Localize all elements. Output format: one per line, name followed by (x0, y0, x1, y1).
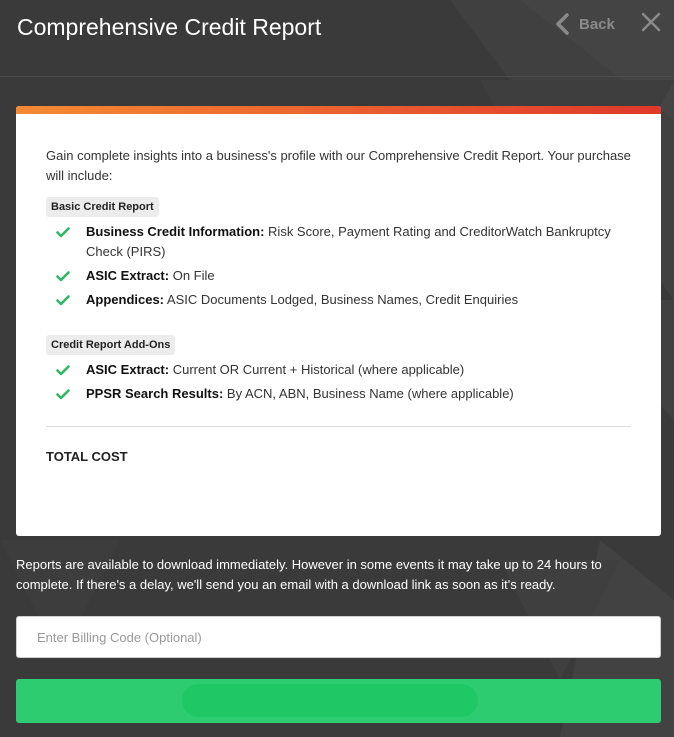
basic-items-list (46, 222, 631, 310)
chevron-left-icon (555, 13, 571, 35)
purchase-button[interactable] (16, 679, 661, 723)
list-item (46, 360, 631, 380)
close-icon[interactable] (640, 11, 662, 33)
back-button[interactable] (555, 11, 615, 37)
total-cost-label: TOTAL COST (46, 449, 128, 464)
intro-text: Gain complete insights into a business's profile with our Comprehensive Credit Report. Your purchase will include: (46, 148, 631, 183)
item-text: Risk Score, Payment Rating and CreditorWatch Bankruptcy Check (PIRS) (86, 224, 611, 259)
checkmark-icon (56, 389, 70, 400)
list-item (46, 384, 631, 404)
back-button-label: Back (579, 15, 615, 33)
list-item (46, 222, 631, 262)
item-label: Appendices: (86, 292, 165, 307)
item-text: ASIC Documents Lodged, Business Names, Credit Enquiries (166, 292, 519, 307)
item-label: ASIC Extract: (86, 362, 170, 377)
purchase-button-label (16, 679, 661, 723)
item-label: PPSR Search Results: (86, 386, 224, 401)
billing-code-input[interactable] (16, 616, 661, 658)
checkmark-icon (56, 365, 70, 376)
checkmark-icon (56, 271, 70, 282)
checkmark-icon (56, 227, 70, 238)
list-item (46, 290, 631, 310)
modal-header (0, 0, 674, 77)
divider (46, 426, 631, 427)
item-label: ASIC Extract: (86, 268, 170, 283)
page-title: Comprehensive Credit Report (17, 14, 322, 40)
addon-items-list (46, 360, 631, 404)
section-tag-basic-credit-report: Basic Credit Report (46, 197, 159, 217)
accent-bar (16, 106, 661, 114)
item-text: On File (172, 268, 215, 283)
list-item (46, 266, 631, 286)
item-label: Business Credit Information: (86, 224, 265, 239)
checkmark-icon (56, 295, 70, 306)
download-notice: Reports are available to download immediately. However in some events it may take up to 24 hours to complete. If there's a delay, we'll send you an email with a download link as soon as it's ready. (16, 557, 602, 592)
report-summary-card (16, 106, 661, 536)
item-text: Current OR Current + Historical (where applicable) (172, 362, 465, 377)
section-tag-credit-report-add-ons: Credit Report Add-Ons (46, 335, 175, 355)
item-text: By ACN, ABN, Business Name (where applicable) (226, 386, 514, 401)
